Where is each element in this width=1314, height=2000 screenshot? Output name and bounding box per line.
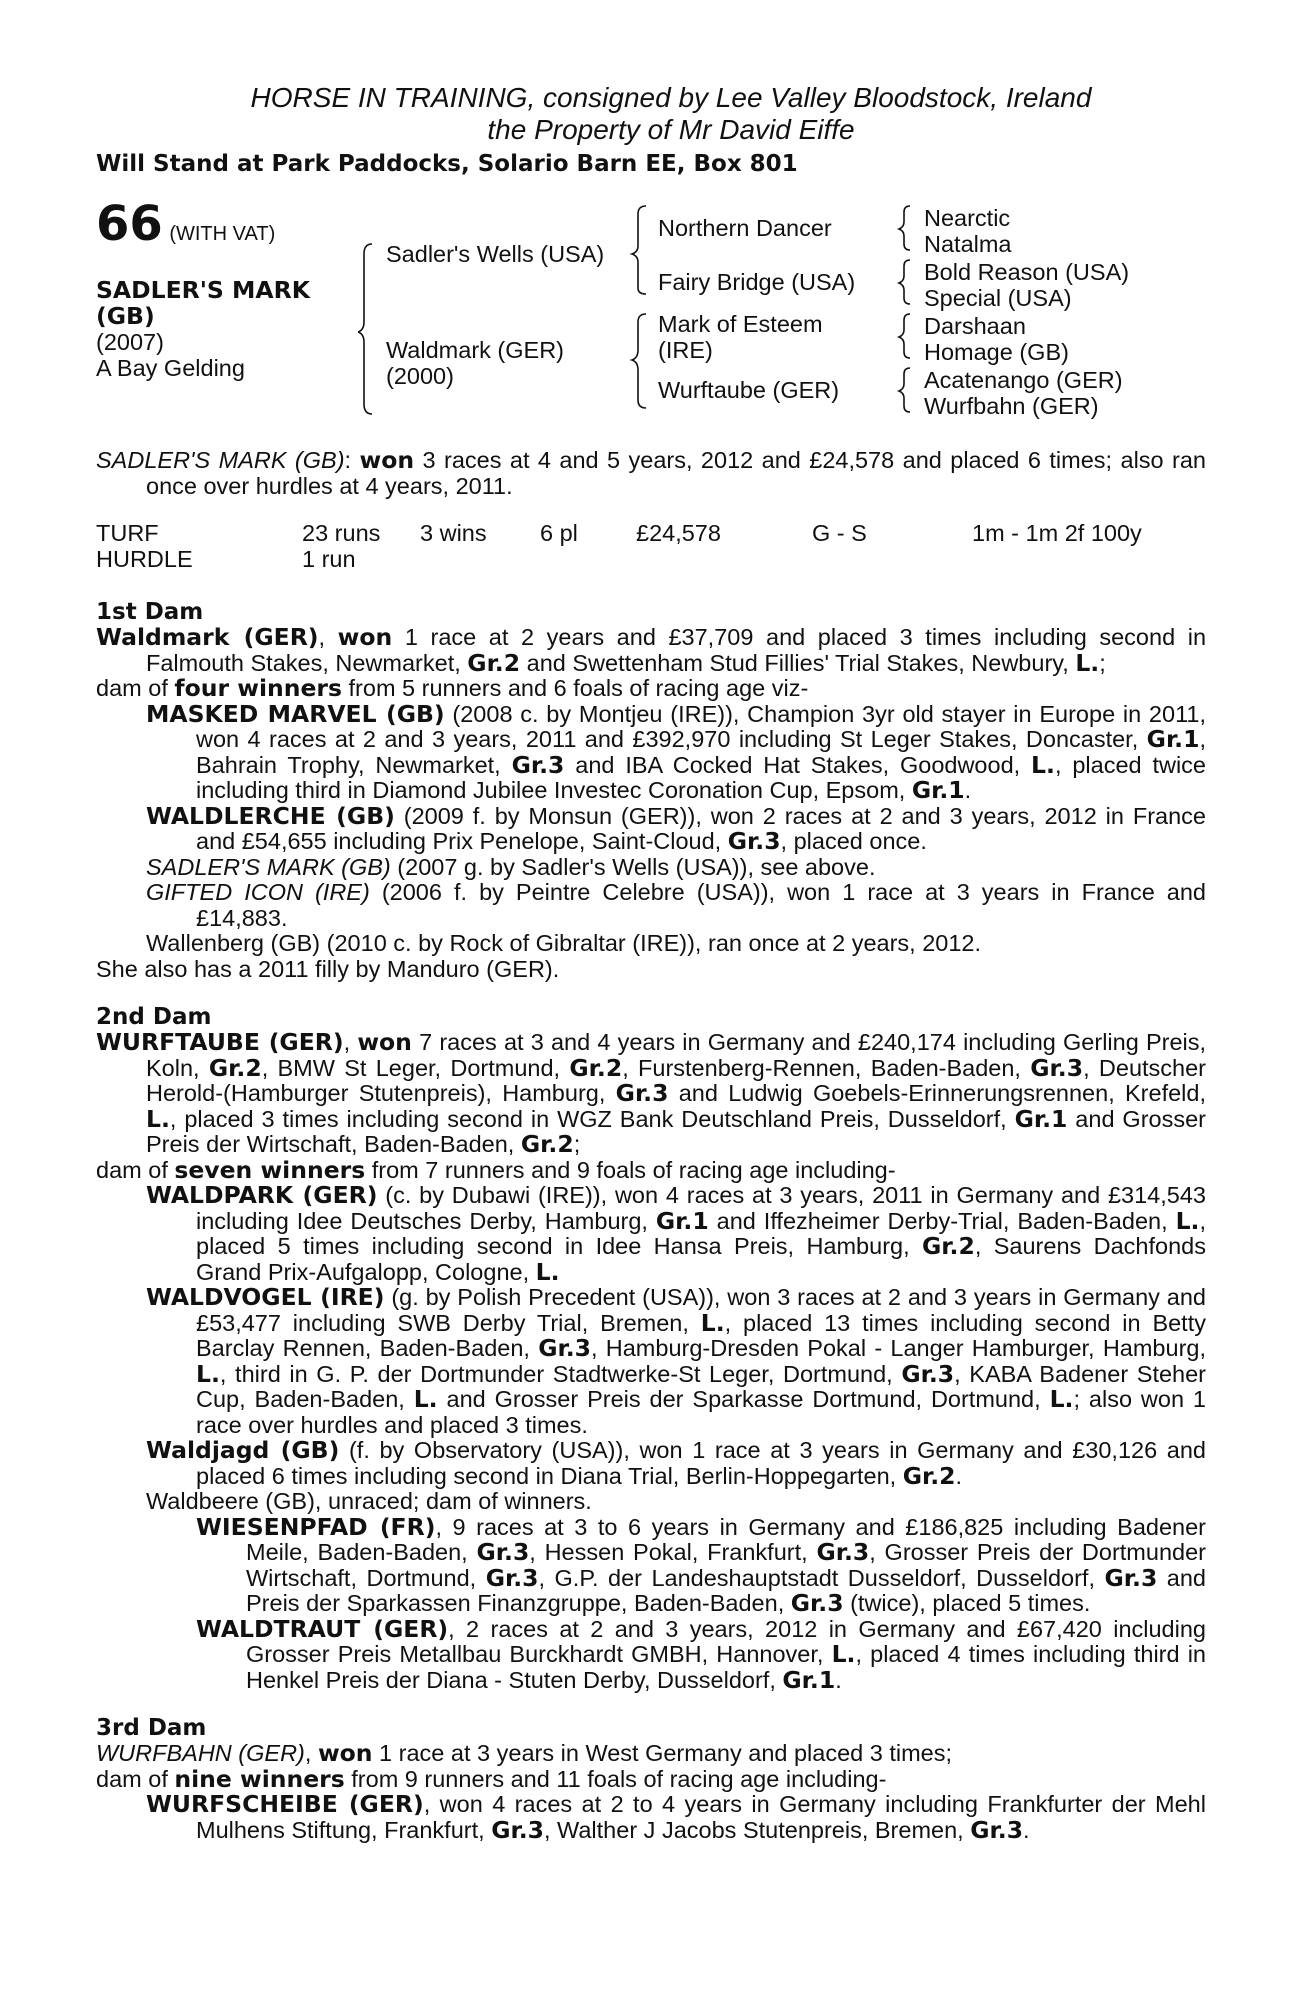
d2-t7: and Grosser Preis der Wirtschaft, Baden-Baden, — [146, 1105, 1206, 1157]
first-dam-section — [96, 599, 1206, 982]
third-dam-section — [96, 1715, 1206, 1843]
d1-g1: Gr.2 — [467, 648, 521, 677]
d1-p2-t2: , placed once. — [780, 828, 927, 854]
d2-p2-l3: L. — [413, 1385, 438, 1413]
d1-p5: Wallenberg (GB) (2010 c. by Rock of Gibraltar (IRE)), ran once at 2 years, 2012. — [146, 930, 982, 956]
d2-p2-l2: L. — [196, 1359, 220, 1388]
d2-g2: Gr.2 — [569, 1053, 623, 1082]
turf-placed: 6 pl — [540, 520, 578, 546]
d2-p6-t1: , 2 races at 2 and 3 years, 2012 in Germany and £67,420 including Grosser Preis Metallbau Burckhardt GMBH, Hannover, — [246, 1615, 1206, 1667]
d2-p5-g3: Gr.3 — [485, 1563, 539, 1592]
d2-t3: , Furstenberg-Rennen, Baden-Baden, — [622, 1054, 1031, 1081]
second-dam-section — [96, 1004, 1206, 1693]
dss: Darshaan — [924, 313, 1026, 339]
d1-p4-t1: (2006 f. by Peintre Celebre (USA)), won 1 race at 3 years in France and £14,883. — [196, 879, 1207, 931]
sds: Bold Reason (USA) — [924, 259, 1130, 285]
third-dam-name: WURFBAHN (GER) — [96, 1740, 305, 1766]
sire-dam: Fairy Bridge (USA) — [658, 269, 856, 295]
d2-p3-t2: . — [955, 1462, 963, 1489]
d3-dam-of: dam of — [96, 1765, 175, 1792]
turf-money: £24,578 — [636, 520, 721, 546]
d2-p6-g1: Gr.1 — [782, 1665, 836, 1694]
d2-p2-t1: (g. by Polish Precedent (USA)), won 3 races at 2 and 3 years in Germany and £53,477 including SWB Derby Trial, Bremen, — [196, 1284, 1206, 1336]
turf-wins: 3 wins — [420, 520, 487, 546]
owner-line: the Property of Mr David Eiffe — [487, 114, 855, 145]
sd-brace — [899, 260, 910, 304]
d2-t5: and Ludwig Goebels-Erinnerungsrennen, Krefeld, — [668, 1080, 1206, 1106]
d1-won: won — [337, 623, 393, 651]
d2-p2-t5: , KABA Badener Steher Cup, Baden-Baden, — [196, 1360, 1207, 1412]
d2-p5-g4: Gr.3 — [1104, 1563, 1158, 1592]
d1-p1-t4: , placed twice including third in Diamond Jubilee Investec Coronation Cup, Epsom, — [196, 751, 1206, 803]
d2-p5-t6: (twice), placed 5 times. — [843, 1590, 1091, 1616]
d2-p5-t2: , Hessen Pokal, Frankfurt, — [529, 1539, 817, 1565]
dam-sire-line2: (IRE) — [658, 337, 713, 363]
d2-p5-g5: Gr.3 — [790, 1589, 844, 1617]
d2-p2-g2: Gr.3 — [901, 1359, 955, 1388]
d2-p3-name: Waldjagd (GB) — [146, 1436, 340, 1464]
d2-p2-l4: L. — [1049, 1385, 1074, 1413]
d1-p1-name: MASKED MARVEL (GB) — [146, 699, 445, 728]
d2-sep: , — [343, 1029, 358, 1055]
d3-p1-t2: , Walther J Jacobs Stutenpreis, Bremen, — [544, 1816, 971, 1843]
d3-t1: 1 race at 3 years in West Germany and placed 3 times; — [372, 1740, 953, 1766]
lot-number: 66 — [96, 196, 163, 252]
d2-p5-t3: , Grosser Preis der Dortmunder Wirtschaft, Dortmund, — [246, 1539, 1206, 1591]
race-summary — [96, 448, 1206, 499]
d2-winners: seven winners — [174, 1155, 366, 1184]
hurdle-label: HURDLE — [96, 546, 193, 572]
sire-brace — [632, 206, 646, 294]
d2-p5-t1: , 9 races at 3 to 6 years in Germany and £186,825 including Badener Meile, Baden-Baden, — [246, 1513, 1206, 1565]
d2-p6-name: WALDTRAUT (GER) — [196, 1614, 449, 1643]
d2-p2-t6: and Grosser Preis der Sparkasse Dortmund, Dortmund, — [437, 1386, 1050, 1412]
d1-sep: , — [318, 624, 338, 650]
d2-t1: 7 races at 3 and 4 years in Germany and £240,174 including Gerling Preis, Koln, — [146, 1029, 1207, 1081]
d2-p2-t2: , placed 13 times including second in Betty Barclay Rennen, Baden-Baden, — [196, 1309, 1206, 1361]
stabling-line: Will Stand at Park Paddocks, Solario Barn EE, Box 801 — [96, 151, 798, 177]
d3-winners: nine winners — [174, 1764, 345, 1793]
d1-p2-t1: (2009 f. by Monsun (GER)), won 2 races at 2 and 3 years, 2012 in France and £54,655 including Prix Penelope, Saint-Cloud, — [196, 802, 1206, 854]
d2-p2-t7: ; also won 1 race over hurdles and placed 3 times. — [196, 1386, 1206, 1438]
d1-p1-g2: Gr.3 — [511, 750, 565, 779]
d3-p1-t3: . — [1023, 1816, 1030, 1843]
d2-p1-g2: Gr.2 — [922, 1232, 975, 1260]
second-dam-heading: 2nd Dam — [96, 1004, 212, 1030]
d1-winners: four winners — [174, 674, 342, 702]
d2-p3-t1: (f. by Observatory (USA)), won 1 race at 3 years in Germany and £30,126 and placed 6 times including second in Diana Trial, Berlin-Hoppegarten, — [196, 1437, 1206, 1489]
d3-from: from 9 runners and 11 foals of racing age including- — [344, 1765, 887, 1792]
d2-won: won — [357, 1028, 412, 1056]
lot-number-line — [96, 196, 276, 252]
second-dam-name: WURFTAUBE (GER) — [96, 1028, 344, 1056]
d2-t2: , BMW St Leger, Dortmund, — [261, 1054, 570, 1081]
hurdle-runs: 1 run — [302, 546, 356, 572]
d1-note: She also has a 2011 filly by Manduro (GER). — [96, 955, 560, 982]
horse-description: A Bay Gelding — [96, 355, 245, 381]
d1-t3: ; — [1099, 649, 1106, 676]
d1-p1-t3: and IBA Cocked Hat Stakes, Goodwood, — [564, 751, 1032, 778]
d2-p6-t3: . — [835, 1666, 842, 1693]
d3-won: won — [317, 1739, 373, 1767]
d3-p1-g1: Gr.3 — [491, 1815, 544, 1844]
dam-dam: Wurftaube (GER) — [658, 377, 840, 403]
d2-p6-l: L. — [831, 1640, 856, 1668]
d2-p2-t4: , third in G. P. der Dortmunder Stadtwerke-St Leger, Dortmund, — [219, 1360, 902, 1387]
d2-p1-l2: L. — [535, 1257, 560, 1286]
d3-p1-name: WURFSCHEIBE (GER) — [146, 1790, 424, 1818]
d2-g5: Gr.1 — [1014, 1104, 1068, 1133]
d1-p1-g3: Gr.1 — [911, 776, 965, 804]
d2-t4: , Deutscher Herold-(Hamburger Stutenpreis), Hamburg, — [146, 1054, 1207, 1106]
d2-g1: Gr.2 — [208, 1053, 262, 1082]
d1-p1-g1: Gr.1 — [1146, 725, 1200, 753]
consignor-line: HORSE IN TRAINING, consigned by Lee Valley Bloodstock, Ireland — [250, 82, 1092, 113]
d2-p5-t4: , G.P. der Landeshauptstadt Dusseldorf, Dusseldorf, — [538, 1564, 1105, 1591]
d2-g6: Gr.2 — [520, 1130, 574, 1158]
summary-colon: : — [344, 447, 352, 473]
d2-t6: , placed 3 times including second in WGZ Bank Deutschland Preis, Dusseldorf, — [169, 1105, 1015, 1132]
d2-p3-g1: Gr.2 — [902, 1461, 956, 1490]
turf-going: G - S — [812, 520, 867, 546]
ss-brace — [899, 206, 910, 250]
vat-label: (WITH VAT) — [169, 223, 276, 245]
d2-p5-t5: and Preis der Sparkassen Finanzgruppe, Baden-Baden, — [246, 1564, 1206, 1616]
ddd: Wurfbahn (GER) — [924, 393, 1099, 419]
dam-sire-line1: Mark of Esteem — [658, 311, 823, 337]
turf-label: TURF — [96, 520, 159, 546]
d2-p2-l: L. — [700, 1308, 725, 1337]
dam-brace — [632, 314, 646, 408]
d1-p2-g1: Gr.3 — [727, 827, 781, 855]
d2-p2-t3: , Hamburg-Dresden Pokal - Langer Hamburger, Hamburg, — [591, 1335, 1206, 1361]
first-dam-heading: 1st Dam — [96, 599, 204, 625]
d1-p1-t1: (2008 c. by Montjeu (IRE)), Champion 3yr old stayer in Europe in 2011, won 4 races at 2 and 3 years, 2011 and £392,970 including St Leger Stakes, Doncaster, — [196, 700, 1206, 752]
race-stats — [96, 521, 1206, 577]
sire-sire: Northern Dancer — [658, 215, 832, 241]
d1-p3-name: SADLER'S MARK (GB) — [146, 853, 391, 880]
turf-distance: 1m - 1m 2f 100y — [972, 520, 1142, 546]
d2-dam-of: dam of — [96, 1156, 175, 1183]
d2-p1-t2: and Iffezheimer Derby-Trial, Baden-Baden, — [708, 1207, 1176, 1234]
d2-p2-name: WALDVOGEL (IRE) — [146, 1283, 385, 1311]
d2-g3: Gr.3 — [1030, 1053, 1084, 1082]
d1-p2-name: WALDLERCHE (GB) — [146, 801, 395, 830]
summary-text: 3 races at 4 and 5 years, 2012 and £24,578 and placed 6 times; also ran once over hurdles at 4 years, 2011. — [146, 447, 1206, 499]
d2-t8: ; — [573, 1131, 581, 1157]
sss: Nearctic — [924, 205, 1011, 231]
d1-from: from 5 runners and 6 foals of racing age viz- — [342, 675, 809, 701]
d2-p1-name: WALDPARK (GER) — [146, 1181, 378, 1209]
ssd: Natalma — [924, 231, 1012, 257]
d2-p1-g1: Gr.1 — [655, 1206, 709, 1235]
d2-p4: Waldbeere (GB), unraced; dam of winners. — [146, 1488, 592, 1514]
sdd: Special (USA) — [924, 285, 1072, 311]
d2-p1-t1: (c. by Dubawi (IRE)), won 4 races at 3 years, 2011 in Germany and £314,543 including Idee Deutsches Derby, Hamburg, — [196, 1182, 1206, 1234]
d2-p5-g2: Gr.3 — [816, 1538, 870, 1566]
d2-p1-t3: , placed 5 times including second in Idee Hansa Preis, Hamburg, — [196, 1207, 1206, 1259]
d2-from: from 7 runners and 9 foals of racing age including- — [365, 1156, 896, 1183]
horse-name-line1: SADLER'S MARK — [96, 276, 310, 304]
dds: Acatenango (GER) — [924, 367, 1123, 393]
d3-p1-t1: , won 4 races at 2 to 4 years in Germany including Frankfurter der Mehl Mulhens Stiftung, Frankfurt, — [196, 1791, 1206, 1843]
third-dam-heading: 3rd Dam — [96, 1715, 207, 1741]
d2-p5-name: WIESENPFAD (FR) — [196, 1512, 436, 1541]
d2-p2-g1: Gr.3 — [538, 1334, 591, 1362]
d2-p1-l: L. — [1175, 1206, 1200, 1235]
d1-p1-l: L. — [1031, 750, 1055, 779]
d2-g4: Gr.3 — [615, 1079, 669, 1107]
d1-p1-t2: , Bahrain Trophy, Newmarket, — [196, 726, 1206, 778]
d1-p4-name: GIFTED ICON (IRE) — [146, 879, 370, 905]
d1-p3-t1: (2007 g. by Sadler's Wells (USA)), see above. — [390, 853, 876, 880]
d1-t1: 1 race at 2 years and £37,709 and placed 3 times including second in Falmouth Stakes, Newmarket, — [146, 624, 1207, 676]
sire: Sadler's Wells (USA) — [386, 241, 605, 267]
dsd: Homage (GB) — [924, 339, 1069, 365]
d1-p1-t5: . — [964, 777, 972, 803]
d2-p5-g1: Gr.3 — [476, 1538, 530, 1566]
ds-brace — [899, 314, 910, 358]
d2-p1-t4: , Saurens Dachfonds Grand Prix-Aufgalopp, Cologne, — [196, 1233, 1206, 1285]
dd-brace — [899, 368, 910, 412]
first-dam-name: Waldmark (GER) — [96, 623, 319, 651]
d1-t2: and Swettenham Stud Fillies' Trial Stakes, Newbury, — [520, 649, 1076, 676]
sire-dam-brace — [358, 244, 372, 414]
d2-l1: L. — [146, 1104, 170, 1133]
d2-p6-t2: , placed 4 times including third in Henkel Preis der Diana - Stuten Derby, Dusseldorf, — [246, 1641, 1206, 1693]
catalogue-page — [96, 82, 1206, 1843]
turf-runs: 23 runs — [302, 520, 381, 546]
foaling-year: (2007) — [96, 329, 164, 355]
summary-won: won — [359, 446, 415, 474]
horse-name-line2: (GB) — [96, 302, 155, 330]
dam-line2: (2000) — [386, 363, 454, 389]
pedigree-table — [96, 196, 1206, 432]
d1-l1: L. — [1075, 648, 1100, 677]
dam-line1: Waldmark (GER) — [386, 337, 564, 363]
d3-sep: , — [304, 1740, 318, 1766]
d1-dam-of: dam of — [96, 675, 175, 701]
summary-horse-name: SADLER'S MARK (GB) — [96, 447, 345, 473]
d3-p1-g2: Gr.3 — [970, 1815, 1024, 1844]
